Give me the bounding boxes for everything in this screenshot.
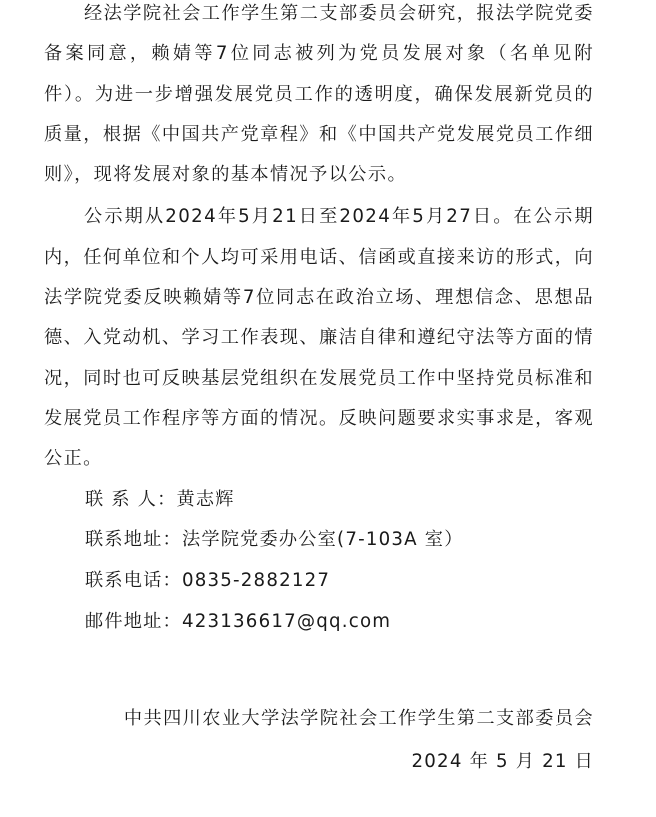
contact-person: 联 系 人：黄志辉 [85,488,235,510]
contact-email: 邮件地址：423136617@qq.com [85,610,392,632]
signature-date: 2024 年 5 月 21 日 [411,751,594,772]
notice-document [44,0,594,642]
signature-organization: 中共四川农业大学法学院社会工作学生第二支部委员会 [123,708,594,729]
contact-address: 联系地址：法学院党委办公室(7-103A 室） [85,529,464,551]
contact-phone: 联系电话：0835-2882127 [85,569,331,591]
notice-paragraph-period: 公示期从2024年5月21日至2024年5月27日。在公示期内，任何单位和个人均可采用电话、信函或直接来访的形式，向法学院党委反映赖婧等7位同志在政治立场、理想信念、思想品德、入党动机、学习工作表现、廉洁自律和遵纪守法等方面的情况，同时也可反映基层党组织在发展党员工作中坚持党员标准和发展党员工作程序等方面的情况。反映问题要求实事求是，客观公正。 [44,206,594,470]
contact-block [44,480,594,643]
notice-paragraph-intro: 经法学院社会工作学生第二支部委员会研究，报法学院党委备案同意，赖婧等7位同志被列为党员发展对象（名单见附件）。为进一步增强发展党员工作的透明度，确保发展新党员的质量，根据《中国共产党章程》和《中国共产党发展党员工作细则》，现将发展对象的基本情况予以公示。 [44,3,594,186]
